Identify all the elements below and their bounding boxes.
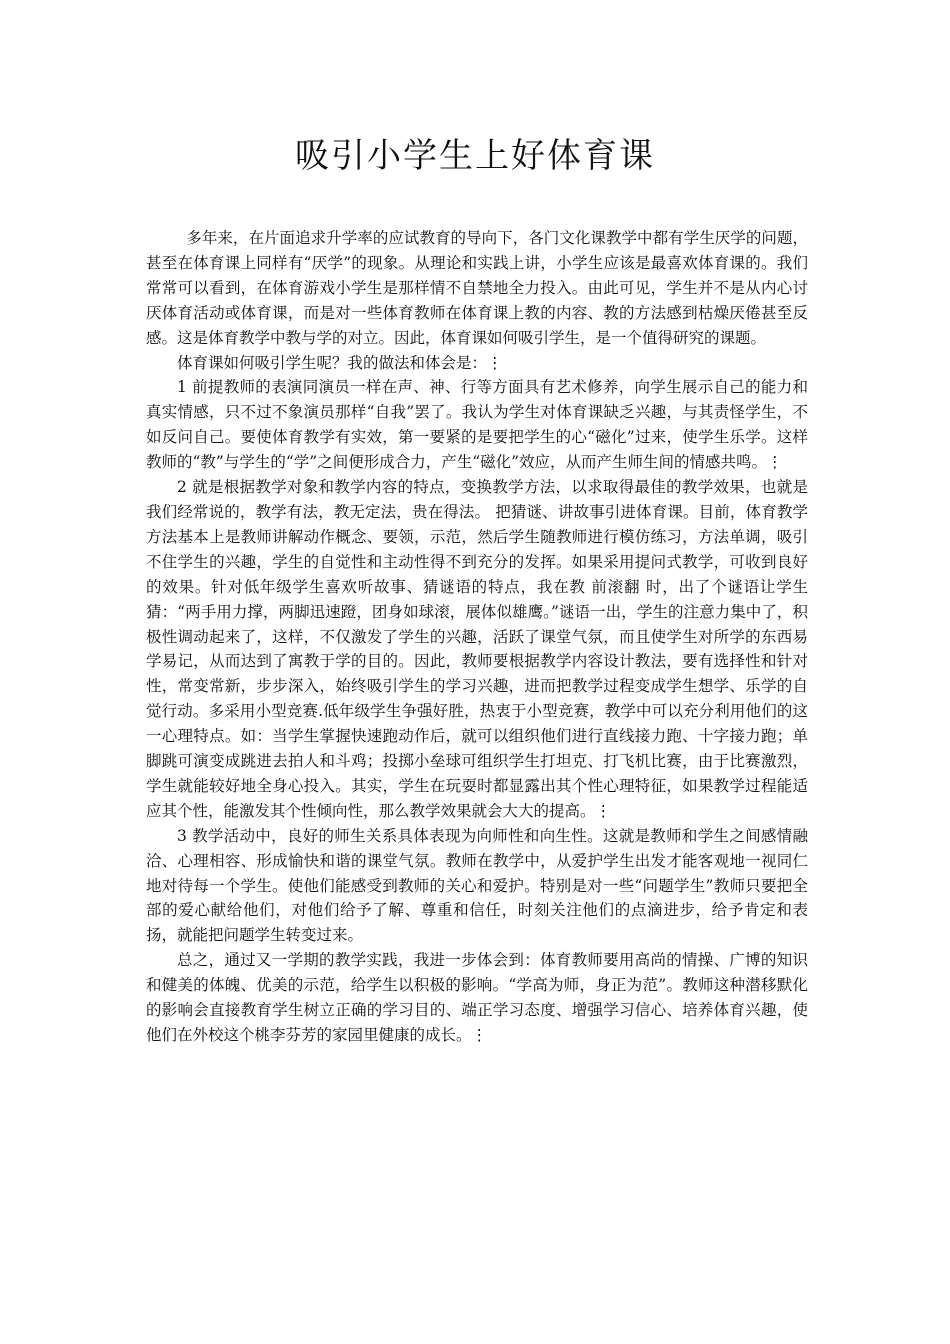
paragraph-conclusion: 总之，通过又一学期的教学实践，我进一步体会到：体育教师要用高尚的情操、广博的知识和健美的体魄、优美的示范，给学生以积极的影响。“学高为师，身正为范”。教师这种潜移默化的影响会直接教育学生树立正确的学习目的、端正学习态度、增强学习信心、培养体育兴趣，使他们在外校这个桃李芬芳的家园里健康的成长。⋮ xyxy=(146,951,808,1044)
paragraph-point-1: 1 前提教师的表演同演员一样在声、神、行等方面具有艺术修养，向学生展示自己的能力和真实情感，只不过不象演员那样“自我”罢了。我认为学生对体育课缺乏兴趣，与其责怪学生，不如反问自己。要使体育教学有实效，第一要紧的是要把学生的心“磁化”过来，使学生乐学。这样教师的“教”与学生的“学”之间便形成合力，产生“磁化”效应，从而产生师生间的情感共鸣。⋮ xyxy=(146,378,808,472)
paragraph-point-3: 3 教学活动中，良好的师生关系具体表现为向师性和向生性。这就是教师和学生之间感情融洽、心理相容、形成愉快和谐的课堂气氛。教师在教学中，从爱护学生出发才能客观地一视同仁地对待每一个学生。使他们能感受到教师的关心和爱护。特别是对一些“问题学生”教师只要把全部的爱心献给他们，对他们给予了解、尊重和信任，时刻关注他们的点滴进步，给予肯定和表扬，就能把问题学生转变过来。 xyxy=(146,826,808,945)
paragraph-intro: 多年来，在片面追求升学率的应试教育的导向下，各门文化课教学中都有学生厌学的问题，甚至在体育课上同样有“厌学”的现象。从理论和实践上讲，小学生应该是最喜欢体育课的。我们常常可以看到，在体育游戏小学生是那样情不自禁地全力投入。由此可见，学生并不是从内心讨厌体育活动或体育课，而是对一些体育教师在体育课上教的内容、教的方法感到枯燥厌倦甚至反感。这是体育教学中教与学的对立。因此，体育课如何吸引学生，是一个值得研究的课题。 xyxy=(146,229,808,347)
paragraph-question: 体育课如何吸引学生呢？我的做法和体会是：⋮ xyxy=(177,353,503,372)
document-body xyxy=(146,226,808,1048)
paragraph-point-2: 2 就是根据教学对象和教学内容的特点，变换教学方法，以求取得最佳的教学效果，也就是我们经常说的，教学有法，教无定法，贵在得法。 把猜谜、讲故事引进体育课。目前，体育教学方法基本上是教师讲解动作概念、要领，示范，然后学生随教师进行模仿练习，方法单调，吸引不住学生的兴趣，学生的自觉性和主动性得不到充分的发挥。如果采用提问式教学，可收到良好的效果。针对低年级学生喜欢听故事、猜谜语的特点，我在教 前滚翻 时，出了个谜语让学生猜：“两手用力撑，两脚迅速蹬，团身如球滚，展体似雄鹰。”谜语一出，学生的注意力集中了，积极性调动起来了，这样，不仅激发了学生的兴趣，活跃了课堂气氛，而且使学生对所学的东西易学易记，从而达到了寓教于学的目的。因此，教师要根据教学内容设计教法，要有选择性和针对性，常变常新，步步深入，始终吸引学生的学习兴趣，进而把教学过程变成学生想学、乐学的自觉行动。多采用小型竞赛.低年级学生争强好胜，热衷于小型竞赛，教学中可以充分利用他们的这一心理特点。如：当学生掌握快速跑动作后，就可以组织他们进行直线接力跑、十字接力跑；单脚跳可演变成跳进去拍人和斗鸡；投掷小垒球可组织学生打坦克、打飞机比赛，由于比赛激烈，学生就能较好地全身心投入。其实，学生在玩耍时都显露出其个性心理特征，如果教学过程能适应其个性，能激发其个性倾向性，那么教学效果就会大大的提高。⋮ xyxy=(146,478,808,820)
document-title: 吸引小学生上好体育课 xyxy=(295,136,655,176)
